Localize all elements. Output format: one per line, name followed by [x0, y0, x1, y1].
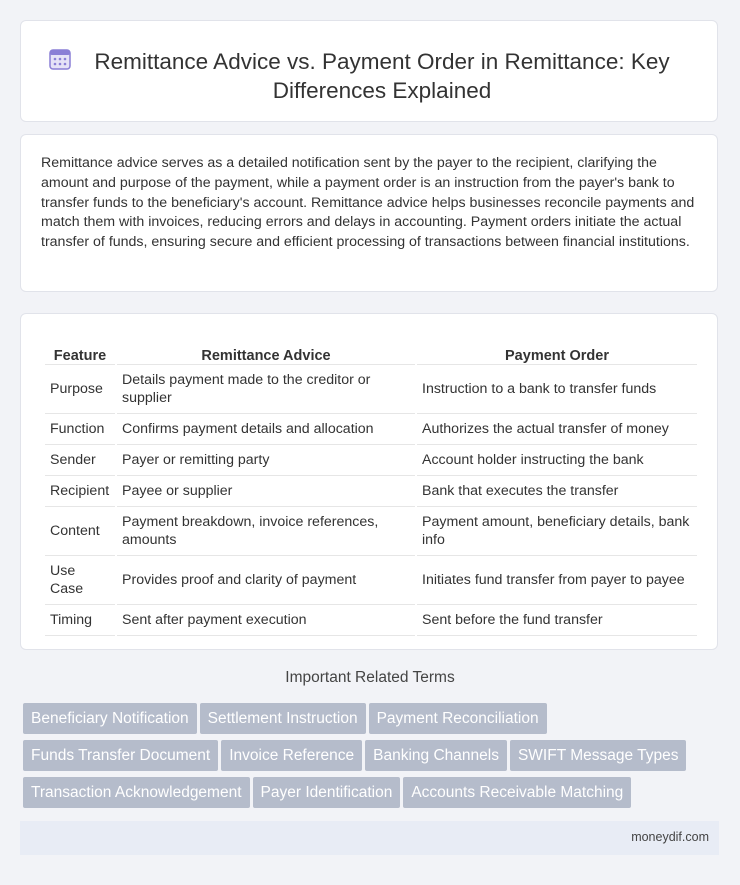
table-cell: Sent before the fund transfer — [417, 605, 697, 636]
table-cell: Sent after payment execution — [117, 605, 415, 636]
table-cell: Purpose — [45, 365, 115, 414]
table-cell: Use Case — [45, 556, 115, 605]
related-term-tag[interactable]: Accounts Receivable Matching — [403, 777, 631, 808]
table-row — [45, 414, 697, 445]
column-header-feature: Feature — [45, 332, 115, 365]
comparison-table — [43, 332, 699, 636]
column-header-payment-order: Payment Order — [417, 332, 697, 365]
footer-site: moneydif.com — [631, 830, 709, 844]
related-terms-heading: Important Related Terms — [285, 669, 455, 686]
table-cell: Content — [45, 507, 115, 556]
table-row — [45, 365, 697, 414]
related-term-tag[interactable]: Beneficiary Notification — [23, 703, 197, 734]
table-cell: Bank that executes the transfer — [417, 476, 697, 507]
comparison-table-card — [20, 313, 718, 650]
table-cell: Sender — [45, 445, 115, 476]
intro-card — [20, 134, 718, 292]
related-term-tag[interactable]: Transaction Acknowledgement — [23, 777, 250, 808]
table-cell: Instruction to a bank to transfer funds — [417, 365, 697, 414]
table-cell: Payment breakdown, invoice references, amounts — [117, 507, 415, 556]
page-title: Remittance Advice vs. Payment Order in Remittance: Key Differences Explained — [94, 49, 670, 103]
table-row — [45, 476, 697, 507]
table-cell: Recipient — [45, 476, 115, 507]
table-cell: Confirms payment details and allocation — [117, 414, 415, 445]
related-term-tag[interactable]: Settlement Instruction — [200, 703, 366, 734]
table-row — [45, 556, 697, 605]
related-term-tag[interactable]: SWIFT Message Types — [510, 740, 687, 771]
table-row — [45, 507, 697, 556]
table-header-row — [45, 332, 697, 365]
table-cell: Initiates fund transfer from payer to payee — [417, 556, 697, 605]
table-cell: Account holder instructing the bank — [417, 445, 697, 476]
related-term-tag[interactable]: Banking Channels — [365, 740, 507, 771]
table-row — [45, 445, 697, 476]
column-header-remittance-advice: Remittance Advice — [117, 332, 415, 365]
title-card — [20, 20, 718, 122]
related-term-tag[interactable]: Payer Identification — [253, 777, 401, 808]
table-cell: Timing — [45, 605, 115, 636]
footer — [20, 821, 719, 855]
table-cell: Payer or remitting party — [117, 445, 415, 476]
related-term-tag[interactable]: Payment Reconciliation — [369, 703, 547, 734]
table-cell: Payee or supplier — [117, 476, 415, 507]
table-cell: Provides proof and clarity of payment — [117, 556, 415, 605]
related-term-tag[interactable]: Funds Transfer Document — [23, 740, 218, 771]
related-term-tag[interactable]: Invoice Reference — [221, 740, 362, 771]
table-row — [45, 605, 697, 636]
table-cell: Payment amount, beneficiary details, bank info — [417, 507, 697, 556]
table-cell: Details payment made to the creditor or supplier — [117, 365, 415, 414]
related-terms-list — [23, 703, 723, 814]
table-cell: Authorizes the actual transfer of money — [417, 414, 697, 445]
intro-text: Remittance advice serves as a detailed notification sent by the payer to the recipient, clarifying the amount and purpose of the payment, while a payment order is an instruction from the payer's bank to transfer funds to the beneficiary's account. Remittance advice helps businesses reconcile payments and match them with invoices, reducing errors and delays in accounting. Payment orders initiate the actual transfer of funds, ensuring secure and efficient processing of transactions between financial institutions. — [41, 155, 695, 251]
table-cell: Function — [45, 414, 115, 445]
